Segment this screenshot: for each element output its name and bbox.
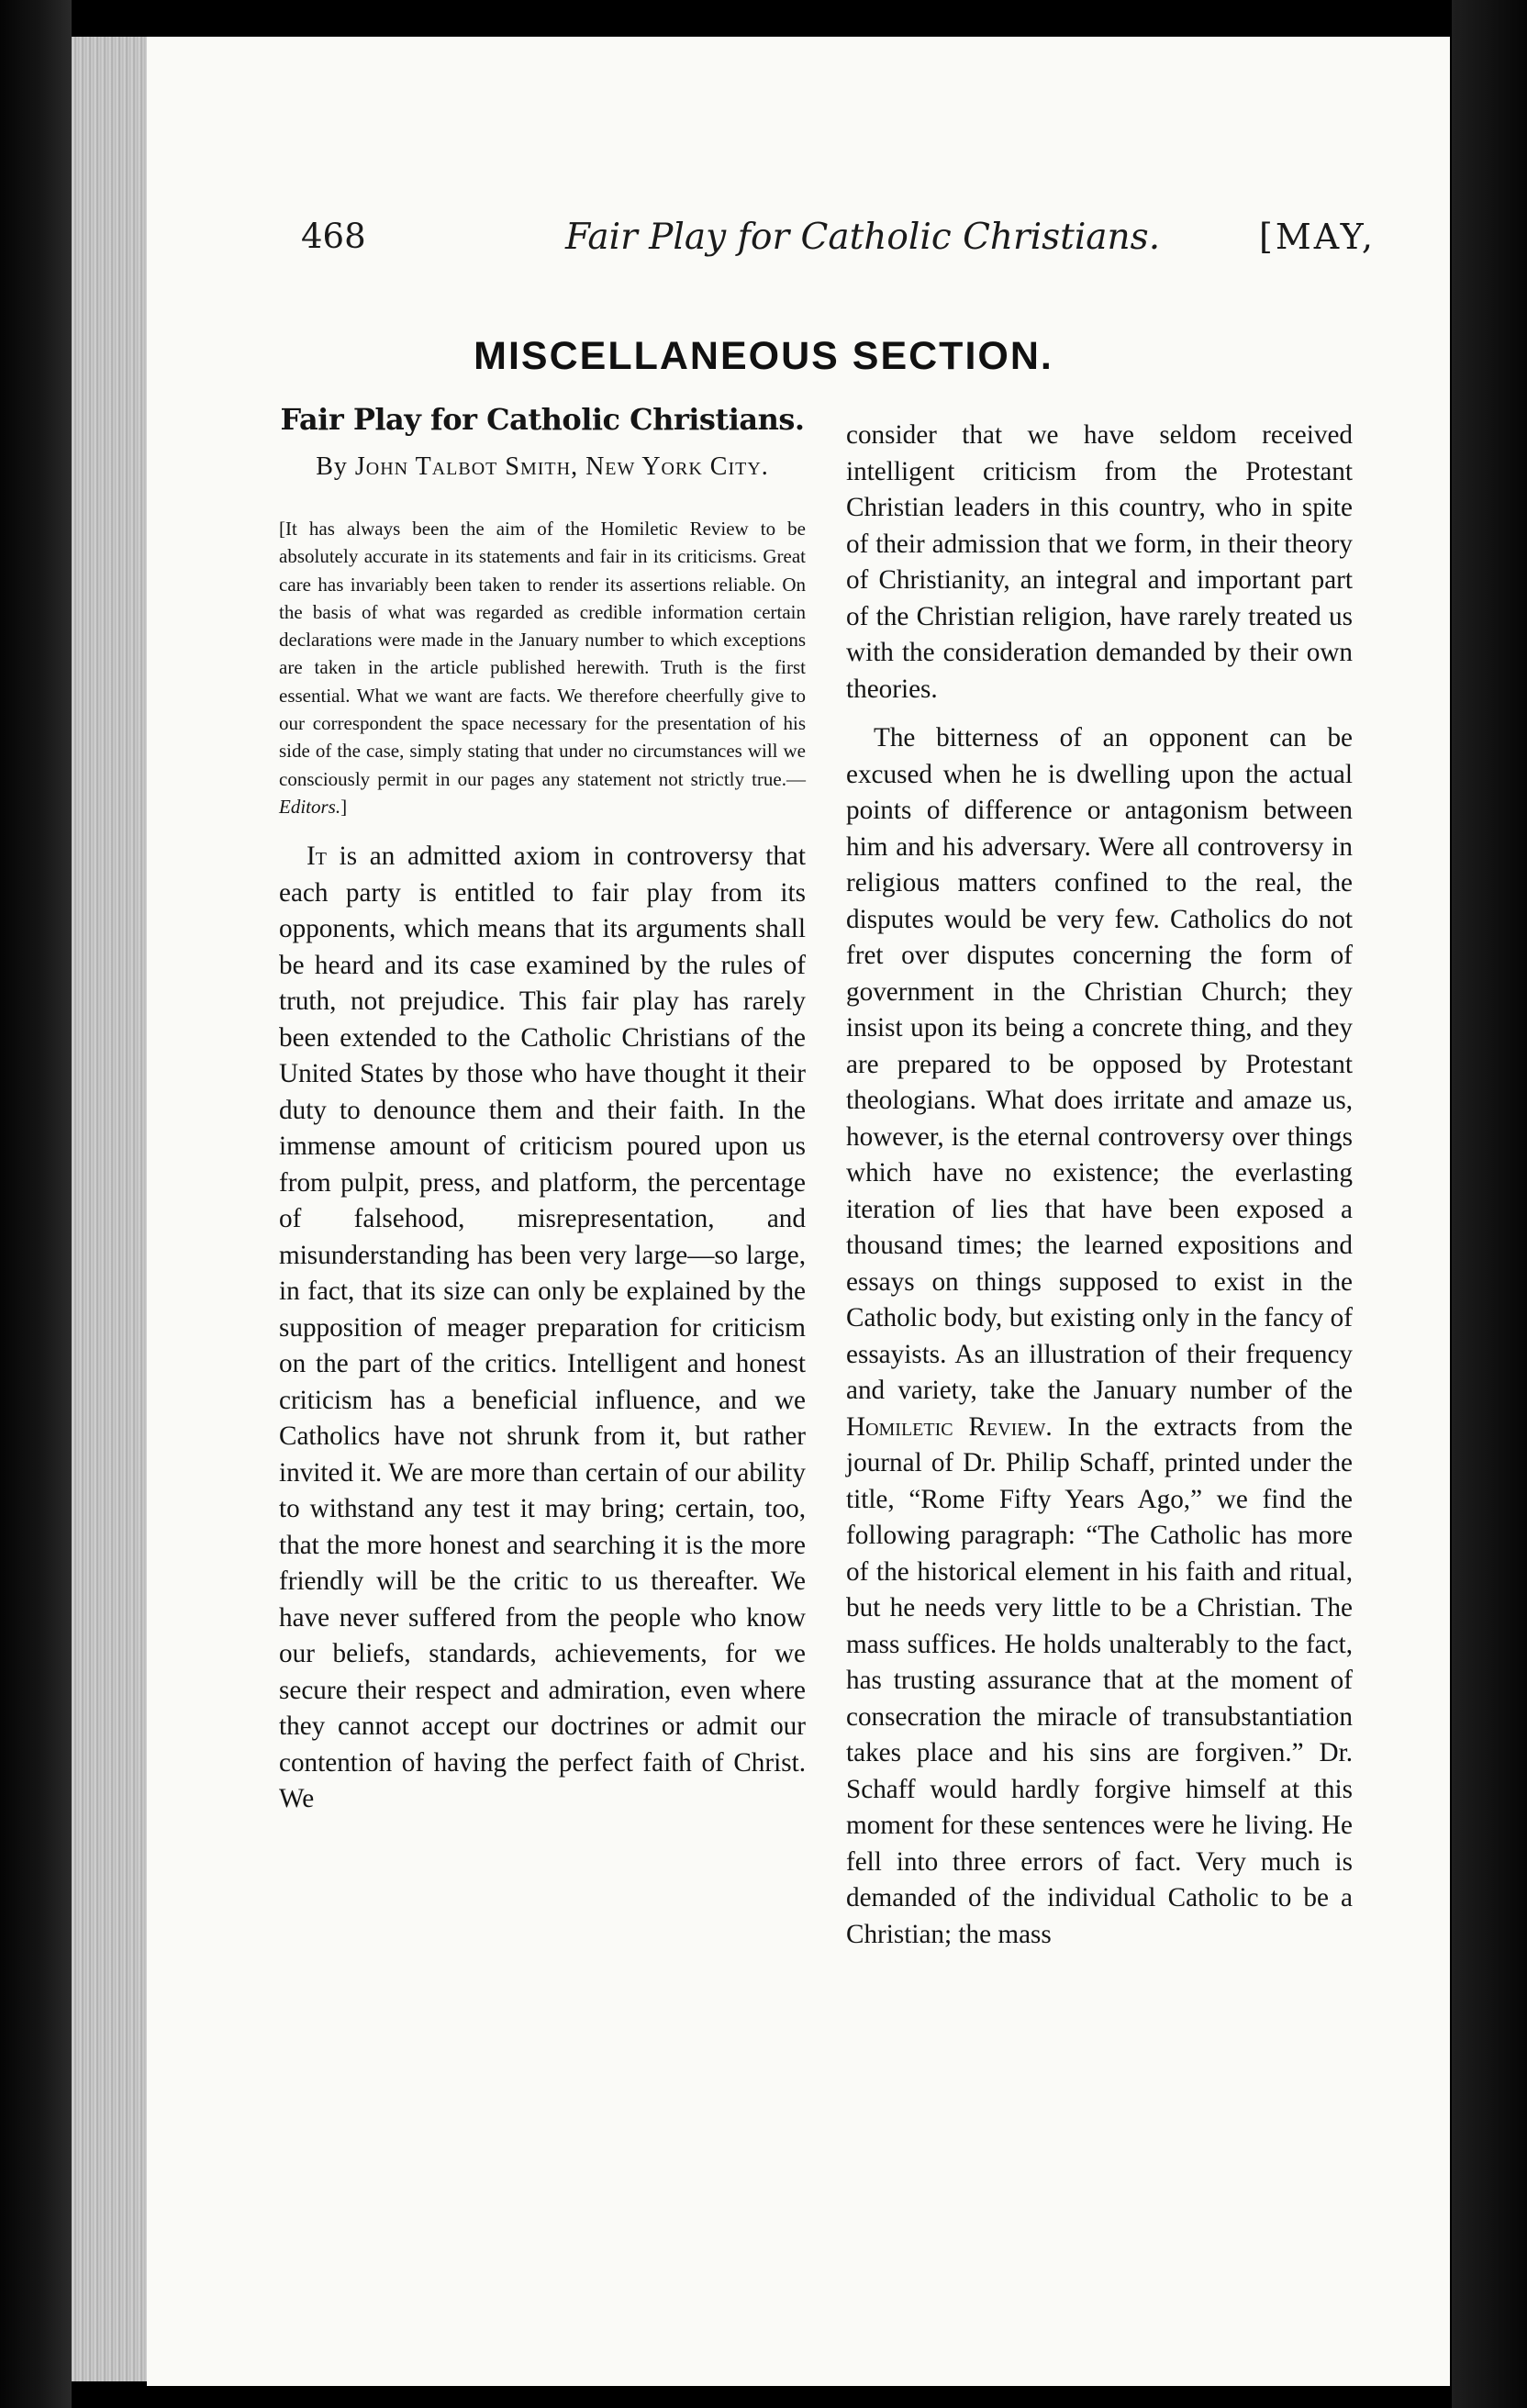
editor-note [279,515,806,820]
body-paragraph-left [279,839,806,1818]
drop-lead: It [307,842,327,872]
byline-suffix: , New York City. [571,452,769,481]
body-text-p2a: The bitterness of an opponent can be excused when he is dwelling upon the actual points of difference or antagonism between him and his adversary. Were all controversy in religious matters confined to the real, the disputes would be very few. Catholics do not fret over disputes concerning the form of government in the Christian Church; they insist upon its being a concrete thing, and they are prepared to be opposed by Protestant theologians. What does irritate and amaze us, however, is the eternal controversy over things which have no existence; the everlasting iteration of lies that have been exposed a thousand times; the learned expositions and essays on things supposed to exist in the Catholic body, but existing only in the fancy of essayists. As an illustration of their frequency and variety, take the January number of the [846,723,1353,1405]
byline-prefix: By [316,452,355,481]
running-month: [MAY, [1259,217,1376,257]
right-column [846,418,1353,1953]
article-title: Fair Play for Catholic Christians. [280,402,805,437]
book-gutter [72,37,154,2381]
body-text-left: is an admitted axiom in controversy that each party is entitled to fair play from its opponents, which means that its arguments shall be heard and its case examined by the rules of truth, not prejudice. This fair play has rarely been extended to the Catholic Christians of the United States by those who have thought it their duty to denounce them and their faith. In the immense amount of criticism poured upon us from pulpit, press, and platform, the percentage of falsehood, misrepresentation, and misunderstanding has been very large—so large, in fact, that its size can only be explained by the supposition of meager preparation for criticism on the part of the critics. Intelligent and honest criticism has a beneficial influence, and we Catholics have not shrunk from it, but rather invited it. We are more than certain of our ability to withstand any test it may bring; certain, too, that the more honest and searching it is the more friendly will be the critic to us thereafter. We have never suffered from the people who know our beliefs, standards, achievements, for we secure their respect and admiration, even where they cannot accept our doctrines or admit our contention of having the perfect faith of Christ. We [279,842,806,1814]
left-column [279,399,806,1818]
author-name: John Talbot Smith [354,452,572,481]
journal-name: Homiletic Review [846,1411,1046,1442]
body-paragraph-bitterness [846,720,1353,1953]
byline [279,447,806,487]
page-number: 468 [301,217,366,256]
editor-note-text: [It has always been the aim of the Homiletic Review to be absolutely accurate in its statements and fair in its criticisms. Great care has invariably been taken to render its assertions reliable. On the basis of what was regarded as credible information certain declarations were made in the January number to which exceptions are taken in the article published herewith. Truth is the first essential. What we want are facts. We therefore cheerfully give to our correspondent the space necessary for the presentation of his side of the case, simply stating that under no circumstances will we consciously permit in our pages any statement not strictly true.— [279,518,806,790]
editor-signature: Editors. [279,795,341,818]
editor-note-close: ] [340,795,348,818]
body-paragraph-continued: consider that we have seldom received intelligent criticism from the Protestant Christian leaders in this country, who in spite of their admission that we form, in their theory of Christianity, an integral and important part of the Christian religion, have rarely treated us with the consideration demanded by their own theories. [846,420,1353,704]
running-head [0,207,1527,262]
running-title: Fair Play for Catholic Christians. [565,217,1161,258]
section-title: MISCELLANEOUS SECTION. [474,334,1053,378]
body-text-p2b: . In the extracts from the journal of Dr. Philip Schaff, printed under the title, “Rome Fifty Years Ago,” we find the following paragraph: “The Catholic has more of the historical element in his faith and ritual, but he needs very little to be a Christian. The mass suffices. He holds unalterably to the fact, has trusting assurance that at the moment of consecration the miracle of transubstantiation takes place and his sins are forgiven.” Dr. Schaff would hardly forgive himself at this moment for these sentences were he living. He fell into three errors of fact. Very much is demanded of the individual Catholic to be a Christian; the mass [846,1411,1353,1949]
